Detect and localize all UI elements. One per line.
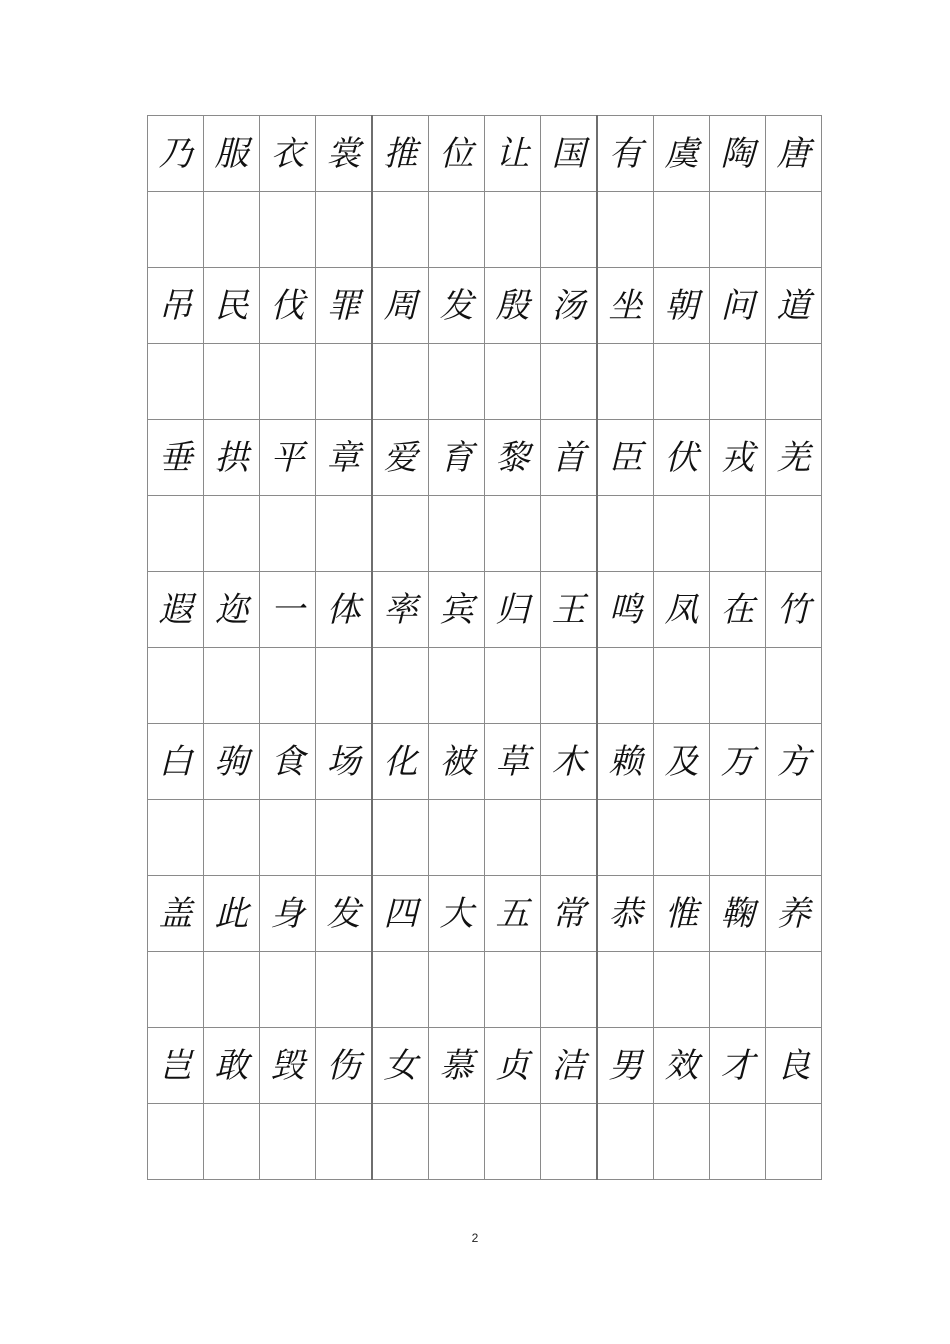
practice-row (148, 952, 822, 1028)
practice-cell[interactable] (372, 496, 429, 572)
character-cell: 竹 (766, 572, 822, 648)
practice-cell[interactable] (260, 1104, 316, 1180)
practice-cell[interactable] (766, 648, 822, 724)
character-cell: 伤 (316, 1028, 373, 1104)
practice-cell[interactable] (148, 344, 204, 420)
practice-cell[interactable] (766, 344, 822, 420)
practice-cell[interactable] (710, 648, 766, 724)
character-cell: 良 (766, 1028, 822, 1104)
practice-cell[interactable] (372, 648, 429, 724)
character-cell: 吊 (148, 268, 204, 344)
character-cell: 白 (148, 724, 204, 800)
character-cell: 垂 (148, 420, 204, 496)
practice-cell[interactable] (541, 1104, 598, 1180)
character-cell: 常 (541, 876, 598, 952)
character-row (148, 116, 822, 192)
character-cell: 身 (260, 876, 316, 952)
practice-cell[interactable] (260, 192, 316, 268)
practice-row (148, 800, 822, 876)
practice-cell[interactable] (260, 496, 316, 572)
character-cell: 毁 (260, 1028, 316, 1104)
character-cell: 鞠 (710, 876, 766, 952)
practice-cell[interactable] (654, 192, 710, 268)
practice-cell[interactable] (654, 496, 710, 572)
practice-cell[interactable] (710, 344, 766, 420)
character-cell: 王 (541, 572, 598, 648)
practice-cell[interactable] (429, 952, 485, 1028)
character-cell: 率 (372, 572, 429, 648)
character-cell: 洁 (541, 1028, 598, 1104)
practice-cell[interactable] (485, 952, 541, 1028)
practice-cell[interactable] (204, 192, 260, 268)
practice-row (148, 648, 822, 724)
character-cell: 汤 (541, 268, 598, 344)
practice-cell[interactable] (485, 800, 541, 876)
character-cell: 此 (204, 876, 260, 952)
character-cell: 效 (654, 1028, 710, 1104)
practice-cell[interactable] (429, 1104, 485, 1180)
character-cell: 罪 (316, 268, 373, 344)
character-cell: 凤 (654, 572, 710, 648)
practice-cell[interactable] (372, 952, 429, 1028)
practice-cell[interactable] (485, 344, 541, 420)
practice-cell[interactable] (429, 344, 485, 420)
character-cell: 草 (485, 724, 541, 800)
practice-cell[interactable] (485, 648, 541, 724)
practice-cell[interactable] (597, 192, 654, 268)
practice-cell[interactable] (260, 800, 316, 876)
character-cell: 场 (316, 724, 373, 800)
character-cell: 爱 (372, 420, 429, 496)
character-cell: 育 (429, 420, 485, 496)
character-cell: 四 (372, 876, 429, 952)
practice-cell[interactable] (485, 1104, 541, 1180)
practice-cell[interactable] (766, 800, 822, 876)
practice-cell[interactable] (148, 952, 204, 1028)
practice-cell[interactable] (541, 648, 598, 724)
character-cell: 养 (766, 876, 822, 952)
practice-cell[interactable] (260, 344, 316, 420)
character-cell: 盖 (148, 876, 204, 952)
practice-cell[interactable] (597, 1104, 654, 1180)
practice-row (148, 192, 822, 268)
practice-cell[interactable] (372, 1104, 429, 1180)
practice-cell[interactable] (316, 952, 373, 1028)
character-cell: 臣 (597, 420, 654, 496)
character-cell: 羌 (766, 420, 822, 496)
practice-cell[interactable] (541, 192, 598, 268)
practice-cell[interactable] (316, 192, 373, 268)
practice-cell[interactable] (710, 800, 766, 876)
character-cell: 拱 (204, 420, 260, 496)
practice-cell[interactable] (204, 952, 260, 1028)
character-cell: 化 (372, 724, 429, 800)
character-cell: 方 (766, 724, 822, 800)
character-cell: 万 (710, 724, 766, 800)
practice-cell[interactable] (429, 648, 485, 724)
character-row (148, 268, 822, 344)
character-cell: 殷 (485, 268, 541, 344)
practice-cell[interactable] (316, 1104, 373, 1180)
character-cell: 才 (710, 1028, 766, 1104)
practice-cell[interactable] (541, 800, 598, 876)
character-cell: 有 (597, 116, 654, 192)
character-cell: 服 (204, 116, 260, 192)
character-cell: 推 (372, 116, 429, 192)
character-cell: 大 (429, 876, 485, 952)
practice-cell[interactable] (204, 344, 260, 420)
character-cell: 裳 (316, 116, 373, 192)
practice-cell[interactable] (204, 496, 260, 572)
character-cell: 让 (485, 116, 541, 192)
practice-cell[interactable] (204, 1104, 260, 1180)
character-cell: 伐 (260, 268, 316, 344)
practice-cell[interactable] (429, 192, 485, 268)
practice-cell[interactable] (597, 496, 654, 572)
practice-cell[interactable] (766, 952, 822, 1028)
character-cell: 归 (485, 572, 541, 648)
character-cell: 陶 (710, 116, 766, 192)
practice-cell[interactable] (372, 800, 429, 876)
practice-cell[interactable] (541, 952, 598, 1028)
character-cell: 位 (429, 116, 485, 192)
character-cell: 遐 (148, 572, 204, 648)
practice-cell[interactable] (429, 800, 485, 876)
practice-cell[interactable] (148, 800, 204, 876)
character-row (148, 876, 822, 952)
character-cell: 章 (316, 420, 373, 496)
practice-cell[interactable] (710, 192, 766, 268)
practice-cell[interactable] (204, 800, 260, 876)
character-cell: 男 (597, 1028, 654, 1104)
character-cell: 发 (316, 876, 373, 952)
practice-row (148, 344, 822, 420)
character-cell: 问 (710, 268, 766, 344)
character-cell: 首 (541, 420, 598, 496)
character-row (148, 420, 822, 496)
practice-cell[interactable] (597, 800, 654, 876)
practice-cell[interactable] (654, 800, 710, 876)
character-cell: 女 (372, 1028, 429, 1104)
character-cell: 木 (541, 724, 598, 800)
practice-cell[interactable] (148, 496, 204, 572)
practice-row (148, 496, 822, 572)
practice-cell[interactable] (260, 952, 316, 1028)
practice-cell[interactable] (597, 648, 654, 724)
practice-cell[interactable] (710, 496, 766, 572)
practice-cell[interactable] (372, 344, 429, 420)
character-row (148, 1028, 822, 1104)
character-cell: 伏 (654, 420, 710, 496)
practice-cell[interactable] (654, 1104, 710, 1180)
practice-cell[interactable] (541, 496, 598, 572)
practice-cell[interactable] (316, 496, 373, 572)
character-cell: 五 (485, 876, 541, 952)
practice-cell[interactable] (148, 648, 204, 724)
character-cell: 赖 (597, 724, 654, 800)
character-cell: 慕 (429, 1028, 485, 1104)
page-number: 2 (471, 1231, 479, 1245)
practice-cell[interactable] (654, 952, 710, 1028)
practice-cell[interactable] (260, 648, 316, 724)
practice-cell[interactable] (710, 952, 766, 1028)
character-cell: 及 (654, 724, 710, 800)
character-cell: 在 (710, 572, 766, 648)
practice-cell[interactable] (766, 496, 822, 572)
character-cell: 唐 (766, 116, 822, 192)
practice-row (148, 1104, 822, 1180)
practice-cell[interactable] (148, 1104, 204, 1180)
character-cell: 衣 (260, 116, 316, 192)
practice-cell[interactable] (597, 952, 654, 1028)
character-practice-grid (147, 115, 822, 1180)
character-cell: 岂 (148, 1028, 204, 1104)
character-cell: 戎 (710, 420, 766, 496)
practice-cell[interactable] (148, 192, 204, 268)
character-cell: 被 (429, 724, 485, 800)
character-cell: 一 (260, 572, 316, 648)
character-cell: 敢 (204, 1028, 260, 1104)
character-cell: 朝 (654, 268, 710, 344)
character-row (148, 724, 822, 800)
character-cell: 道 (766, 268, 822, 344)
practice-cell[interactable] (766, 1104, 822, 1180)
practice-cell[interactable] (710, 1104, 766, 1180)
character-cell: 宾 (429, 572, 485, 648)
character-cell: 坐 (597, 268, 654, 344)
practice-cell[interactable] (766, 192, 822, 268)
practice-cell[interactable] (316, 344, 373, 420)
character-cell: 惟 (654, 876, 710, 952)
character-cell: 国 (541, 116, 598, 192)
practice-cell[interactable] (372, 192, 429, 268)
character-cell: 平 (260, 420, 316, 496)
practice-cell[interactable] (541, 344, 598, 420)
practice-cell[interactable] (485, 192, 541, 268)
practice-cell[interactable] (429, 496, 485, 572)
character-cell: 驹 (204, 724, 260, 800)
character-cell: 虞 (654, 116, 710, 192)
character-cell: 体 (316, 572, 373, 648)
practice-cell[interactable] (654, 648, 710, 724)
character-cell: 乃 (148, 116, 204, 192)
practice-cell[interactable] (204, 648, 260, 724)
character-cell: 食 (260, 724, 316, 800)
character-row (148, 572, 822, 648)
practice-cell[interactable] (316, 648, 373, 724)
character-cell: 周 (372, 268, 429, 344)
character-cell: 恭 (597, 876, 654, 952)
practice-cell[interactable] (597, 344, 654, 420)
practice-cell[interactable] (316, 800, 373, 876)
character-cell: 民 (204, 268, 260, 344)
character-cell: 发 (429, 268, 485, 344)
character-cell: 贞 (485, 1028, 541, 1104)
character-cell: 黎 (485, 420, 541, 496)
character-cell: 迩 (204, 572, 260, 648)
practice-cell[interactable] (485, 496, 541, 572)
practice-cell[interactable] (654, 344, 710, 420)
character-cell: 鸣 (597, 572, 654, 648)
